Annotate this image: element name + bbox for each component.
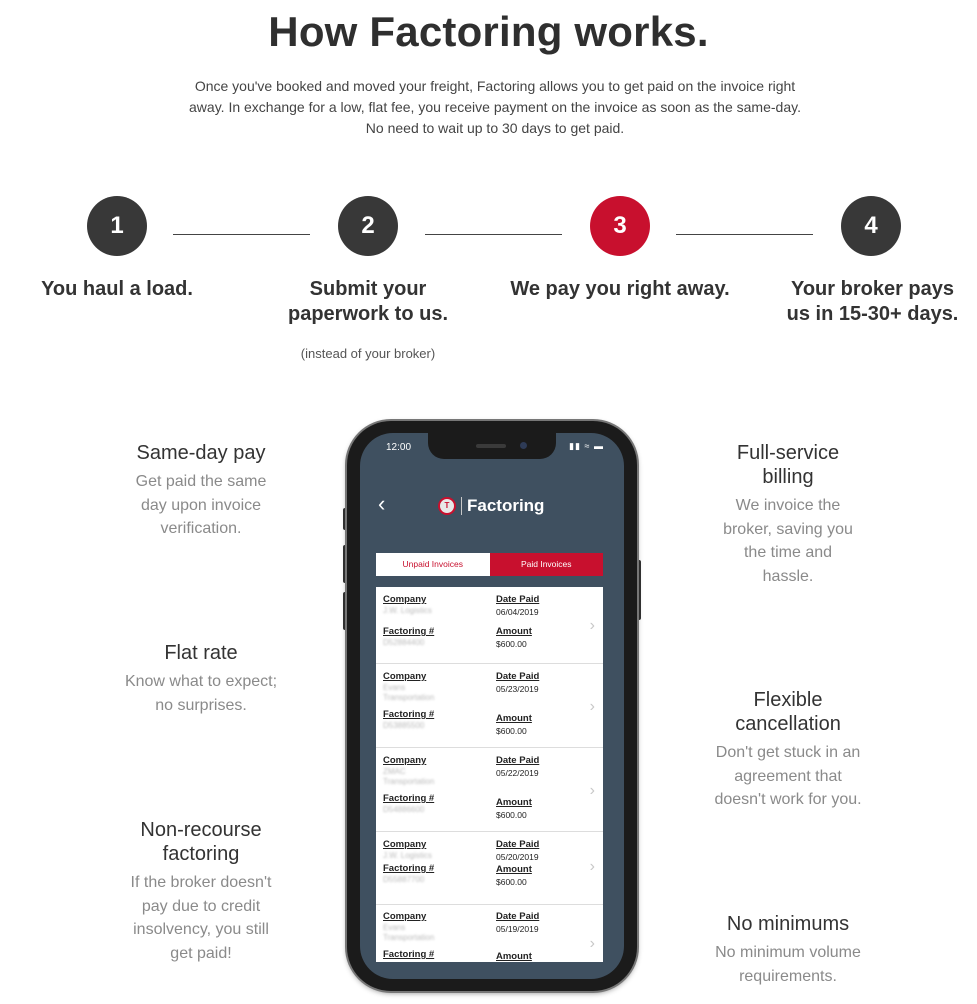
factoring-label: Factoring #: [383, 949, 435, 960]
amount-label: Amount: [496, 951, 532, 962]
signal-wifi-battery-icon: ▮▮ ≈ ▬: [569, 441, 604, 451]
feature-body-line: If the broker doesn't: [130, 874, 272, 891]
item-right-col: [496, 839, 596, 888]
chevron-right-icon: ›: [589, 782, 595, 799]
feature-title: [687, 688, 889, 736]
step-3-label-line: We pay you right away.: [510, 278, 730, 300]
factoring-label: Factoring #: [383, 793, 435, 804]
step-2-note: (instead of your broker): [300, 346, 436, 361]
feature-title-line: Full-service: [736, 442, 840, 464]
amount-value: $600.00: [496, 877, 527, 887]
camera-icon: [520, 442, 527, 449]
feature-title: Same-day pay: [136, 442, 266, 464]
feature-body-line: agreement that: [734, 767, 842, 785]
chevron-right-icon: ›: [589, 617, 595, 634]
date-paid-label: Date Paid: [496, 911, 540, 922]
feature-body: [100, 470, 302, 541]
app-brand: [438, 493, 544, 519]
company-label: Company: [383, 755, 427, 766]
tab-unpaid-invoices[interactable]: Unpaid Invoices: [376, 553, 490, 576]
date-paid-label: Date Paid: [496, 755, 540, 766]
amount-label: Amount: [496, 797, 532, 808]
feature-title-line: Flexible: [753, 689, 823, 711]
feature-title: No minimums: [726, 913, 850, 935]
date-paid-value: 05/20/2019: [496, 852, 539, 862]
intro-line: away. In exchange for a low, flat fee, you receive payment on the invoice as soon as the same-day.: [189, 99, 801, 115]
speaker-icon: [476, 444, 506, 448]
feature-title: Flat rate: [164, 642, 238, 664]
phone-notch: [428, 433, 556, 459]
list-item[interactable]: [376, 587, 603, 664]
invoice-list: [376, 587, 603, 962]
feature-flat-rate: [100, 641, 302, 717]
feature-title-line: cancellation: [735, 713, 841, 735]
feature-body: [100, 670, 302, 717]
feature-body-line: day upon invoice: [140, 496, 262, 514]
step-4-label-line: us in 15-30+ days.: [786, 303, 959, 325]
date-paid-value: 06/04/2019: [496, 607, 539, 617]
company-value: J.W. Logistics: [383, 851, 432, 860]
feature-body-line: No minimum volume: [715, 944, 861, 961]
item-left-col: [383, 755, 483, 815]
step-3-circle: 3: [590, 196, 650, 256]
intro-paragraph: [160, 76, 830, 139]
factoring-value: D55887700: [383, 875, 425, 884]
feature-body-line: verification.: [160, 520, 242, 537]
company-label: Company: [383, 911, 427, 922]
step-4-circle: 4: [841, 196, 901, 256]
phone-screen: [360, 433, 624, 979]
logo-icon: T: [438, 497, 456, 515]
feature-body-line: no surprises.: [155, 696, 247, 714]
company-label: Company: [383, 671, 427, 682]
feature-body-line: Don't get stuck in an: [715, 744, 861, 761]
status-time: 12:00: [386, 442, 412, 453]
app-title: Factoring: [467, 496, 545, 515]
amount-label: Amount: [496, 864, 532, 875]
feature-title-line: billing: [762, 466, 814, 488]
back-chevron-icon[interactable]: ‹: [378, 491, 386, 516]
feature-body: [687, 494, 889, 588]
item-right-col: [496, 911, 596, 962]
date-paid-value: 05/19/2019: [496, 924, 539, 934]
feature-body-line: broker, saving you: [723, 520, 853, 538]
step-2-label: [263, 277, 473, 327]
chevron-right-icon: ›: [589, 858, 595, 875]
intro-line: No need to wait up to 30 days to get paid.: [365, 120, 625, 136]
chevron-right-icon: ›: [589, 935, 595, 952]
date-paid-label: Date Paid: [496, 671, 540, 682]
item-right-col: [496, 671, 596, 737]
item-left-col: [383, 594, 483, 648]
item-right-col: [496, 594, 596, 650]
step-4-label: [770, 277, 975, 327]
intro-line: Once you've booked and moved your freight, Factoring allows you to get paid on the invoice right: [194, 78, 796, 94]
factoring-value: D52884400: [383, 638, 425, 647]
feature-body-line: Get paid the same: [135, 473, 267, 490]
feature-body-line: doesn't work for you.: [714, 791, 862, 808]
feature-body-line: requirements.: [739, 967, 837, 985]
step-3-label: [498, 277, 742, 302]
list-item[interactable]: [376, 832, 603, 905]
feature-body: [687, 741, 889, 812]
list-item[interactable]: [376, 748, 603, 832]
amount-value: $600.00: [496, 726, 527, 736]
feature-body: [100, 871, 302, 965]
step-4-label-line: Your broker pays: [790, 278, 955, 300]
amount-value: $600.00: [496, 639, 527, 649]
list-item[interactable]: [376, 664, 603, 748]
brand-divider: [461, 497, 462, 515]
factoring-label: Factoring #: [383, 863, 435, 874]
factoring-label: Factoring #: [383, 626, 435, 637]
company-value: Evans Transportation: [383, 923, 435, 942]
amount-label: Amount: [496, 713, 532, 724]
feature-body-line: hassle.: [762, 567, 814, 585]
invoice-tabs: [376, 553, 603, 576]
tab-paid-invoices[interactable]: Paid Invoices: [490, 553, 604, 576]
step-connector: [425, 234, 562, 235]
feature-same-day-pay: [100, 441, 302, 541]
feature-body-line: get paid!: [170, 944, 232, 962]
factoring-value: D53885500: [383, 721, 425, 730]
feature-flexible-cancellation: [687, 688, 889, 812]
date-paid-label: Date Paid: [496, 594, 540, 605]
date-paid-value: 05/23/2019: [496, 684, 539, 694]
step-2-circle: 2: [338, 196, 398, 256]
feature-body-line: pay due to credit: [141, 897, 261, 915]
feature-title: [687, 441, 889, 489]
feature-full-service-billing: [687, 441, 889, 588]
phone-power-button: [637, 560, 641, 620]
step-2-label-line: paperwork to us.: [287, 303, 449, 325]
feature-title-line: Non-recourse: [140, 819, 262, 841]
step-connector: [676, 234, 813, 235]
date-paid-value: 05/22/2019: [496, 768, 539, 778]
item-left-col: [383, 839, 483, 885]
amount-label: Amount: [496, 626, 532, 637]
step-1-circle: 1: [87, 196, 147, 256]
feature-title: [100, 818, 302, 866]
feature-body: [687, 941, 889, 988]
feature-body-line: We invoice the: [735, 497, 841, 514]
step-2-label-line: Submit your: [309, 278, 427, 300]
feature-body-line: insolvency, you still: [133, 921, 269, 938]
item-right-col: [496, 755, 596, 821]
factoring-value: D54886600: [383, 805, 425, 814]
phone-mockup: [347, 421, 637, 991]
feature-no-minimums: [687, 912, 889, 988]
company-label: Company: [383, 594, 427, 605]
company-value: J.W. Logistics: [383, 606, 432, 615]
chevron-right-icon: ›: [589, 698, 595, 715]
item-left-col: [383, 911, 483, 961]
item-left-col: [383, 671, 483, 731]
date-paid-label: Date Paid: [496, 839, 540, 850]
feature-body-line: Know what to expect;: [124, 673, 278, 690]
feature-body-line: the time and: [743, 544, 833, 561]
amount-value: $600.00: [496, 810, 527, 820]
company-label: Company: [383, 839, 427, 850]
page-title: How Factoring works.: [268, 8, 709, 55]
company-value: Evans Transportation: [383, 683, 435, 702]
step-1-label: [22, 277, 212, 302]
feature-title-line: factoring: [162, 843, 240, 865]
step-1-label-line: You haul a load.: [41, 278, 193, 300]
list-item[interactable]: [376, 905, 603, 962]
step-connector: [173, 234, 310, 235]
factoring-label: Factoring #: [383, 709, 435, 720]
feature-non-recourse: [100, 818, 302, 965]
company-value: ZMAC Transportation: [383, 767, 435, 786]
